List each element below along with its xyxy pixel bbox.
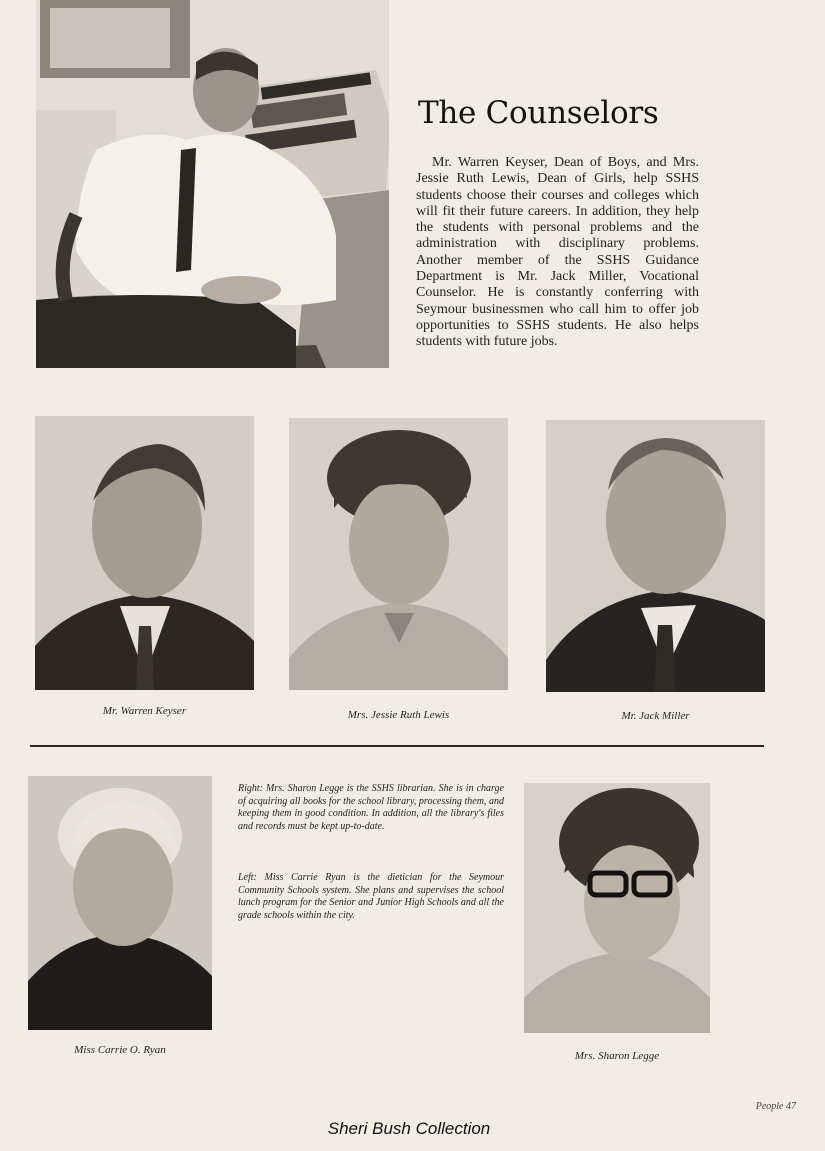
portrait-warren-keyser <box>35 416 254 690</box>
caption-warren-keyser: Mr. Warren Keyser <box>102 705 187 717</box>
note-carrie-ryan: Left: Miss Carrie Ryan is the dietician for the Seymour Community Schools system. She plans and supervises the school lunch program for the Senior and Junior High Schools and all the grade schools within the city. <box>238 872 504 921</box>
caption-carrie-ryan: Miss Carrie O. Ryan <box>74 1044 166 1056</box>
caption-jack-miller: Mr. Jack Miller <box>621 710 690 722</box>
section-divider <box>30 745 764 747</box>
candid-photo-desk <box>36 0 389 368</box>
caption-sharon-legge: Mrs. Sharon Legge <box>574 1050 660 1062</box>
portrait-jessie-ruth-lewis <box>289 418 508 690</box>
page-folio: People 47 <box>755 1101 796 1112</box>
portrait-carrie-ryan <box>28 776 212 1030</box>
intro-paragraph: Mr. Warren Keyser, Dean of Boys, and Mrs. Jessie Ruth Lewis, Dean of Girls, help SSHS students choose their courses and colleges which will fit their future careers. In addition, they help the students with personal problems and the administration with disciplinary problems. Another member of the SSHS Guidance Department is Mr. Jack Miller, Vocational Counselor. He is constantly conferring with Seymour businessmen who call him to offer job opportunities to SSHS students. He also helps students with future jobs. <box>416 155 699 350</box>
collection-watermark: Sheri Bush Collection <box>327 1119 491 1138</box>
page-title: The Counselors <box>418 95 659 131</box>
portrait-jack-miller <box>546 420 765 692</box>
caption-jessie-ruth-lewis: Mrs. Jessie Ruth Lewis <box>347 709 450 721</box>
note-sharon-legge: Right: Mrs. Sharon Legge is the SSHS librarian. She is in charge of acquiring all books for the school library, processing them, and keeping them in good condition. In addition, all the library's files and records must be kept up-to-date. <box>238 783 504 832</box>
portrait-sharon-legge <box>524 783 710 1033</box>
